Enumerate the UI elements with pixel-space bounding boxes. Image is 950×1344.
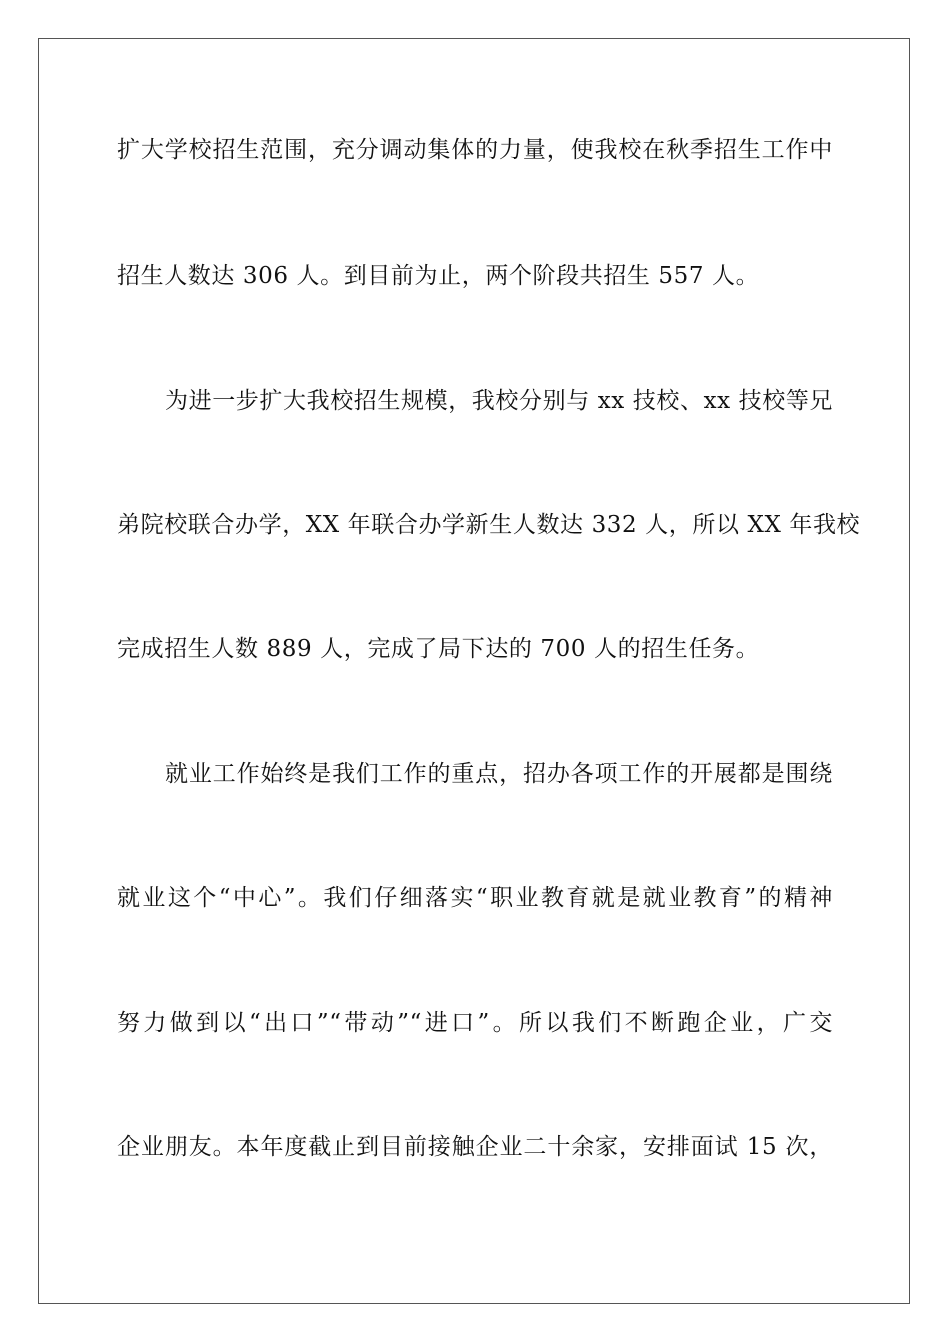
paragraph-line-5: 完成招生人数 889 人，完成了局下达的 700 人的招生任务。 <box>117 636 760 662</box>
paragraph-line-8: 努力做到以“出口”“带动”“进口”。所以我们不断跑企业，广交 <box>117 1010 833 1036</box>
paragraph-line-2: 招生人数达 306 人。到目前为止，两个阶段共招生 557 人。 <box>117 263 760 289</box>
paragraph-line-6: 就业工作始终是我们工作的重点，招办各项工作的开展都是围绕 <box>165 761 833 787</box>
page-border <box>38 38 910 1304</box>
paragraph-line-1: 扩大学校招生范围，充分调动集体的力量，使我校在秋季招生工作中 <box>117 137 833 163</box>
paragraph-line-4: 弟院校联合办学，XX 年联合办学新生人数达 332 人，所以 XX 年我校 <box>117 512 861 538</box>
paragraph-line-9: 企业朋友。本年度截止到目前接触企业二十余家，安排面试 15 次， <box>117 1134 833 1160</box>
paragraph-line-3: 为进一步扩大我校招生规模，我校分别与 xx 技校、xx 技校等兄 <box>165 388 834 414</box>
paragraph-line-7: 就业这个“中心”。我们仔细落实“职业教育就是就业教育”的精神 <box>117 885 833 911</box>
